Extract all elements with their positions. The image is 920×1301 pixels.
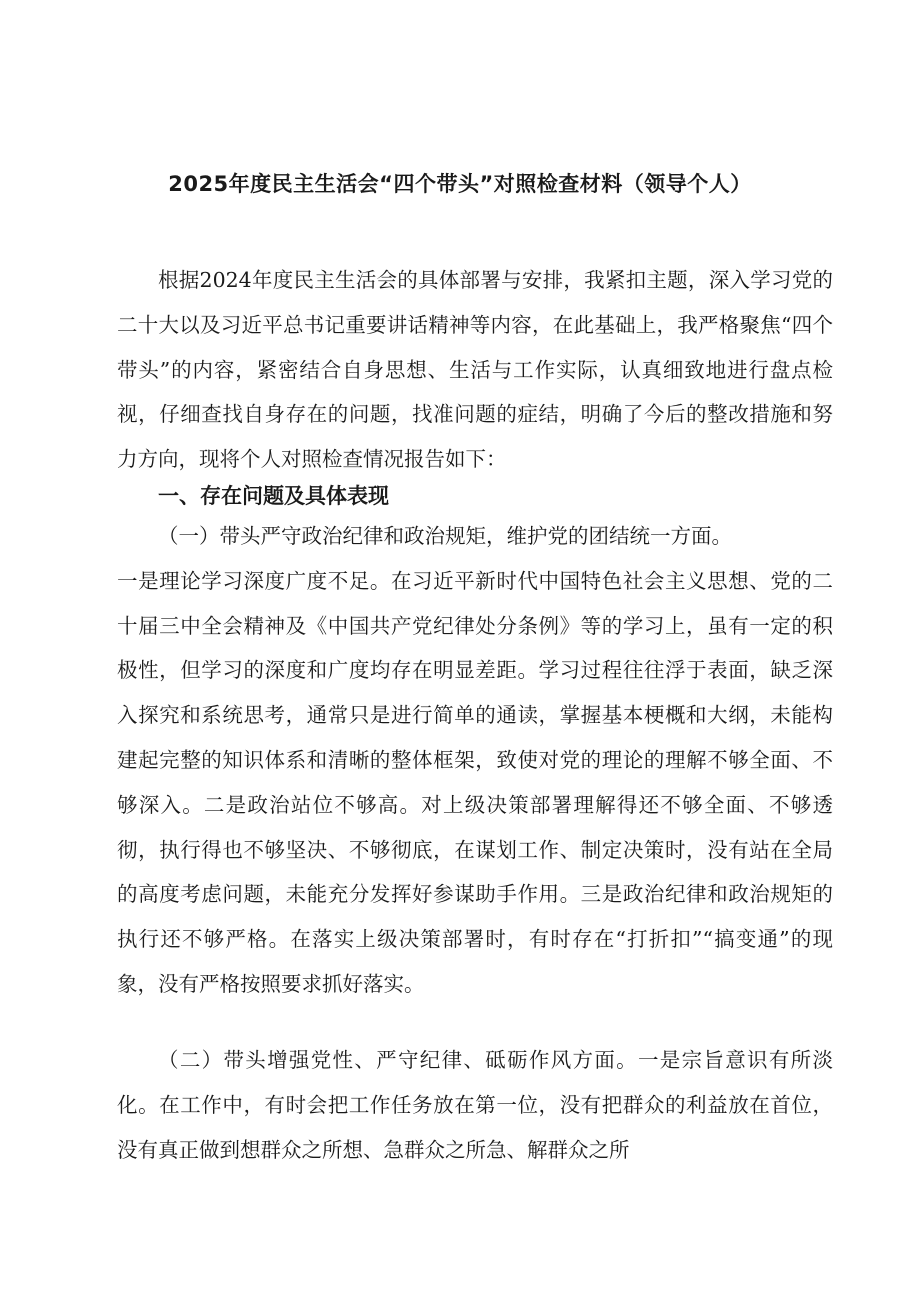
section-heading-problems: 一、存在问题及具体表现 [158, 484, 389, 508]
intro-paragraph: 根据2024年度民主生活会的具体部署与安排，我紧扣主题，深入学习党的二十大以及习近平总书记重要讲话精神等内容，在此基础上，我严格聚焦“四个带头”的内容，紧密结合自身思想、生活与工作实际，认真细致地进行盘点检视，仔细查找自身存在的问题，找准问题的症结，明确了今后的整改措施和努力方向，现将个人对照检查情况报告如下： [117, 268, 833, 472]
subsection-1-heading: （一）带头严守政治纪律和政治规矩，维护党的团结统一方面。 [158, 524, 732, 548]
subsection-1 [117, 514, 833, 1007]
subsection-1-body: 一是理论学习深度广度不足。在习近平新时代中国特色社会主义思想、党的二十届三中全会精神及《中国共产党纪律处分条例》等的学习上，虽有一定的积极性，但学习的深度和广度均存在明显差距。学习过程往往浮于表面，缺乏深入探究和系统思考，通常只是进行简单的通读，掌握基本梗概和大纲，未能构建起完整的知识体系和清晰的整体框架，致使对党的理论的理解不够全面、不够深入。二是政治站位不够高。对上级决策部署理解得还不够全面、不够透彻，执行得也不够坚决、不够彻底，在谋划工作、制定决策时，没有站在全局的高度考虑问题，未能充分发挥好参谋助手作用。三是政治纪律和政治规矩的执行还不够严格。在落实上级决策部署时，有时存在“打折扣”“搞变通”的现象，没有严格按照要求抓好落实。 [117, 568, 833, 996]
subsection-2-paragraph: （二）带头增强党性、严守纪律、砥砺作风方面。一是宗旨意识有所淡化。在工作中，有时会把工作任务放在第一位，没有把群众的利益放在首位，没有真正做到想群众之所想、急群众之所急、解群众之所 [117, 1048, 833, 1162]
document-title: 2025年度民主生活会“四个带头”对照检查材料（领导个人） [168, 172, 752, 196]
